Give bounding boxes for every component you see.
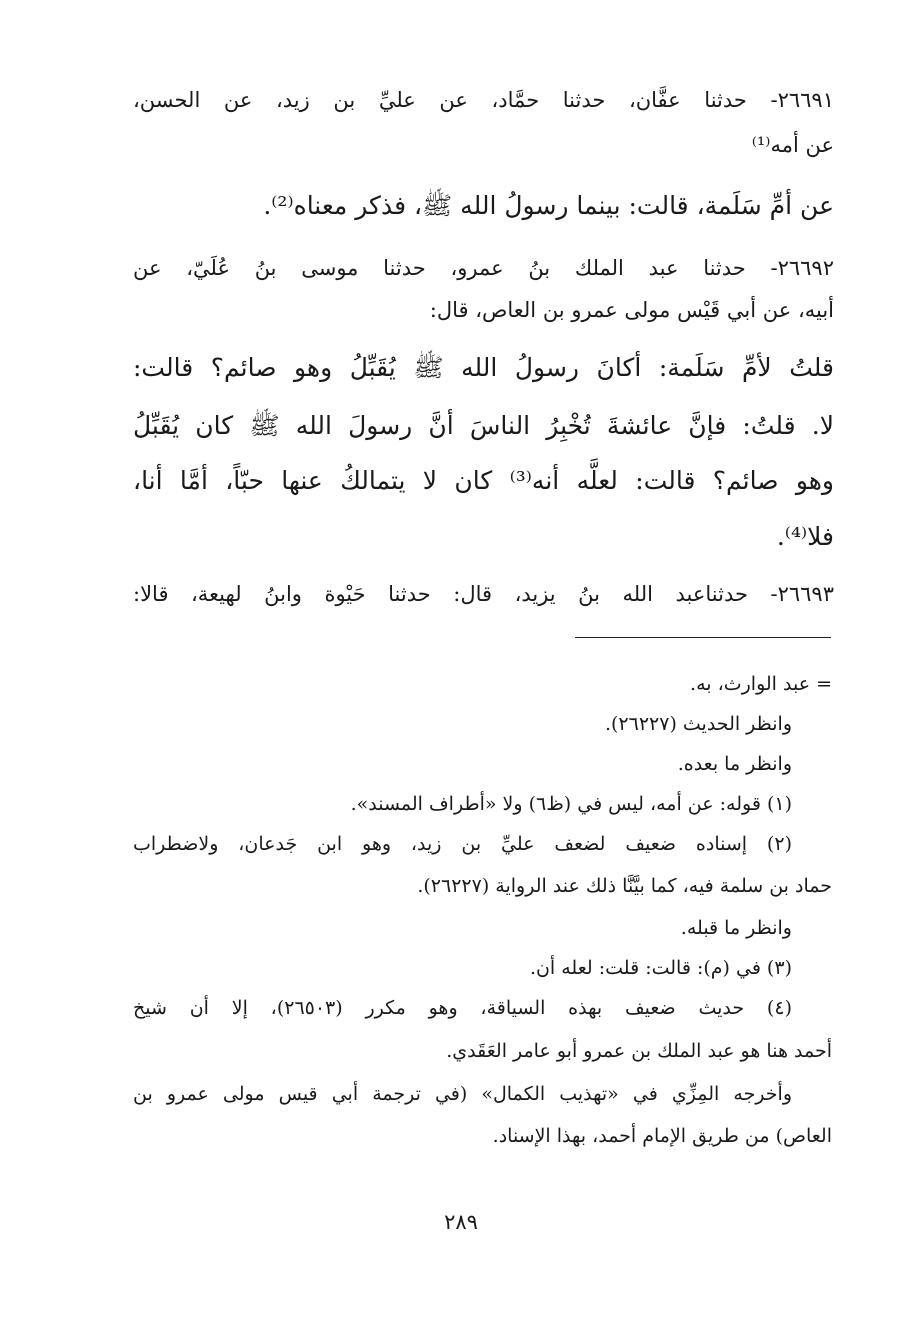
footnote-3: (٣) في (م): قالت: قلت: لعله أن.: [529, 957, 792, 979]
footnote-4-line-1: (٤) حديث ضعيف بهذه السياقة، وهو مكرر (٢٦٥٠٣)، إلا أن شيخ: [133, 997, 792, 1019]
footnote-4-line-3: وأخرجه المِزِّي في «تهذيب الكمال» (في ترجمة أبي قيس مولى عمرو بن: [133, 1083, 792, 1105]
hadith-26692-matn-line-2: لا. قلتُ: فإنَّ عائشةَ تُخْبِرُ الناسَ أنَّ رسولَ الله ﷺ كان يُقَبِّلُ: [133, 411, 834, 440]
footnote-1: (١) قوله: عن أمه، ليس في (ظ٦) ولا «أطراف المسند».: [350, 793, 792, 815]
footnote-continuation-line-2: وانظر الحديث (٢٦٢٢٧).: [604, 713, 792, 735]
hadith-26692-chain-line-2: أبيه، عن أبي قَيْس مولى عمرو بن العاص، قال:: [429, 298, 834, 322]
footnote-continuation-line-3: وانظر ما بعده.: [677, 753, 792, 775]
hadith-26692-matn-line-1: قلتُ لأمِّ سَلَمة: أكانَ رسولُ الله ﷺ يُقَبِّلُ وهو صائم؟ قالت:: [133, 353, 834, 382]
page-number: ٢٨٩: [444, 1210, 478, 1234]
footnote-continuation-line-1: = عبد الوارث، به.: [690, 673, 832, 695]
footnote-4-line-4: العاص) من طريق الإمام أحمد، بهذا الإسناد.: [492, 1125, 832, 1147]
hadith-26691-matn: عن أمِّ سَلَمة، قالت: بينما رسولُ الله ﷺ، فذكر معناه⁽²⁾.: [263, 191, 834, 220]
footnote-2-line-2: حماد بن سلمة فيه، كما بيَّنَّا ذلك عند الرواية (٢٦٢٢٧).: [417, 875, 832, 897]
hadith-26691-chain-line-2: عن أمه⁽¹⁾: [751, 133, 834, 157]
hadith-26692-matn-line-3: وهو صائم؟ قالت: لعلَّه أنه⁽³⁾ كان لا يتمالكُ عنها حبّاً، أمَّا أنا،: [133, 466, 834, 495]
hadith-26692-matn-line-4: فلا⁽⁴⁾.: [776, 522, 834, 551]
footnote-2-line-3: وانظر ما قبله.: [680, 917, 792, 939]
footnote-separator: [575, 637, 831, 638]
footnote-2-line-1: (٢) إسناده ضعيف لضعف عليِّ بن زيد، وهو ابن جَدعان، ولاضطراب: [133, 833, 792, 855]
hadith-26692-chain-line-1: ٢٦٦٩٢- حدثنا عبد الملك بنُ عمرو، حدثنا موسى بنُ عُلَيّ، عن: [133, 256, 834, 280]
hadith-26693-chain-line-1: ٢٦٦٩٣- حدثناعبد الله بنُ يزيد، قال: حدثنا حَيْوة وابنُ لهيعة، قالا:: [133, 582, 834, 606]
footnote-4-line-2: أحمد هنا هو عبد الملك بن عمرو أبو عامر العَقَدي.: [446, 1040, 832, 1062]
hadith-26691-chain-line-1: ٢٦٦٩١- حدثنا عفَّان، حدثنا حمَّاد، عن عليِّ بن زيد، عن الحسن،: [133, 88, 834, 112]
